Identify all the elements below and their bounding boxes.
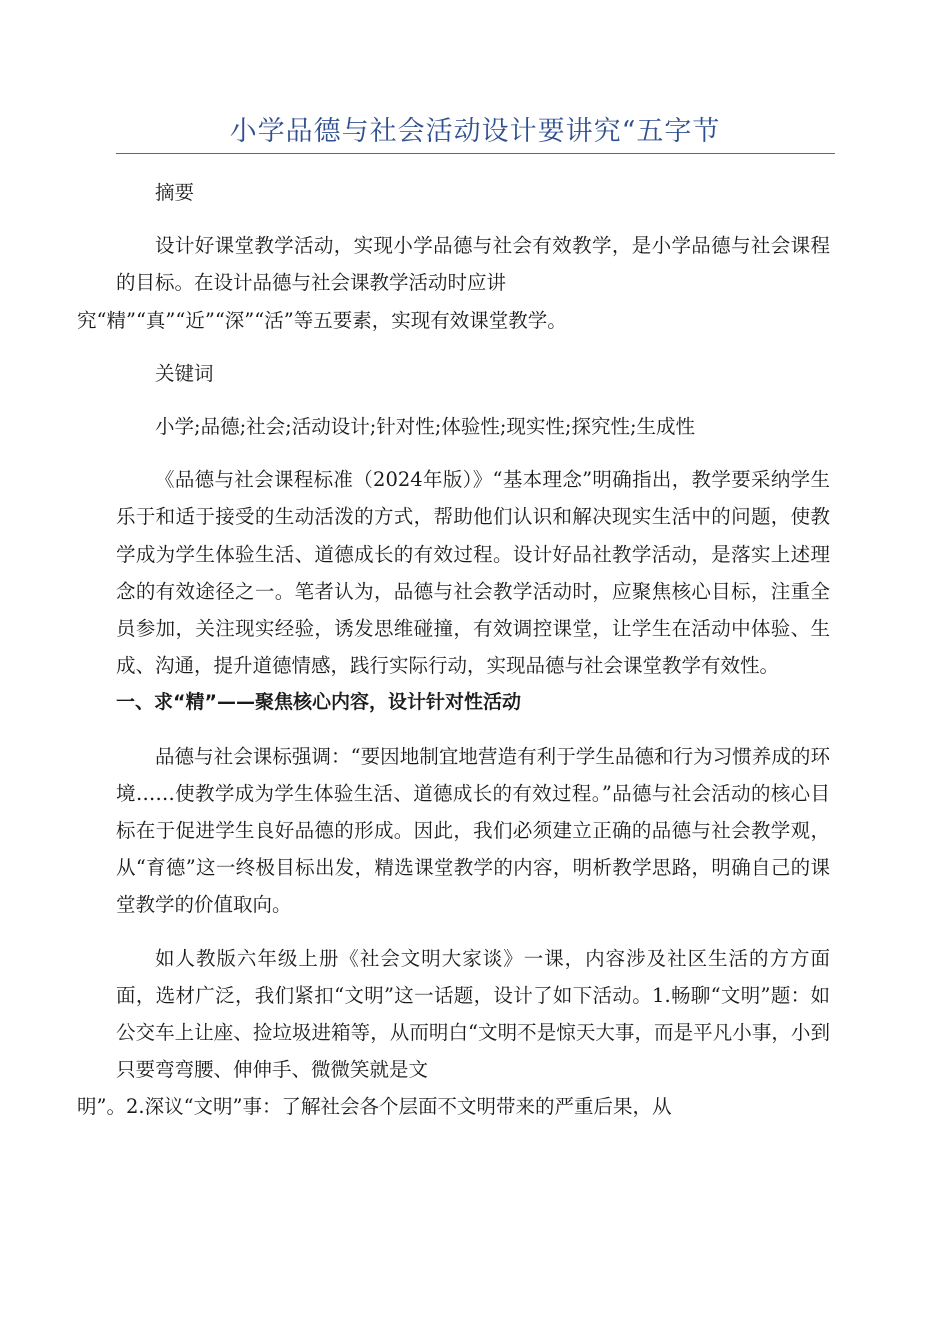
keywords-heading: 关键词	[155, 361, 214, 385]
keywords-text: 小学;品德;社会;活动设计;针对性;体验性;现实性;探究性;生成性	[155, 415, 696, 439]
intro-paragraph: 《品德与社会课程标准（2024年版）》“基本理念”明确指出，教学要采纳学生乐于和适于接受的生动活泼的方式，帮助他们认识和解决现实生活中的问题，使教学成为学生体验生活、道德成长的有效过程。设计好品社教学活动，是落实上述理念的有效途径之一。笔者认为，品德与社会教学活动时，应聚焦核心目标，注重全员参加，关注现实经验，诱发思维碰撞，有效调控课堂，让学生在活动中体验、生成、沟通，提升道德情感，践行实际行动，实现品德与社会课堂教学有效性。	[116, 468, 830, 678]
document-title: 小学品德与社会活动设计要讲究“五字节	[229, 116, 721, 147]
section-1-heading: 一、求“精”——聚焦核心内容，设计针对性活动	[116, 691, 521, 714]
abstract-line-1: 设计好课堂教学活动，实现小学品德与社会有效教学，是小学品德与社会课程的目标。在设计品德与社会课教学活动时应讲	[116, 234, 830, 295]
title-underline	[116, 153, 835, 154]
document-body	[77, 174, 830, 1126]
section-1-paragraph-1: 品德与社会课标强调：“要因地制宜地营造有利于学生品德和行为习惯养成的环境……使教学成为学生体验生活、道德成长的有效过程。”品德与社会活动的核心目标在于促进学生良好品德的形成。因此，我们必须建立正确的品德与社会教学观，从“育德”这一终极目标出发，精选课堂教学的内容，明析教学思路，明确自己的课堂教学的价值取向。	[116, 744, 830, 917]
section-1-paragraph-2	[77, 940, 830, 1126]
section-1-paragraph-2-part-2: 明”。2.深议“文明”事：了解社会各个层面不文明带来的严重后果，从	[77, 1095, 672, 1119]
abstract-text	[77, 227, 830, 339]
abstract-heading: 摘要	[155, 181, 195, 204]
section-1-paragraph-2-part-1: 如人教版六年级上册《社会文明大家谈》一课，内容涉及社区生活的方方面面，选材广泛，我们紧扣“文明”这一话题，设计了如下活动。1.畅聊“文明”题：如公交车上让座、捡垃圾进箱等，从而明白“文明不是惊天大事，而是平凡小事，小到只要弯弯腰、伸伸手、微微笑就是文	[116, 946, 830, 1082]
abstract-line-2: 究“精”“真”“近”“深”“活”等五要素，实现有效课堂教学。	[77, 308, 567, 332]
